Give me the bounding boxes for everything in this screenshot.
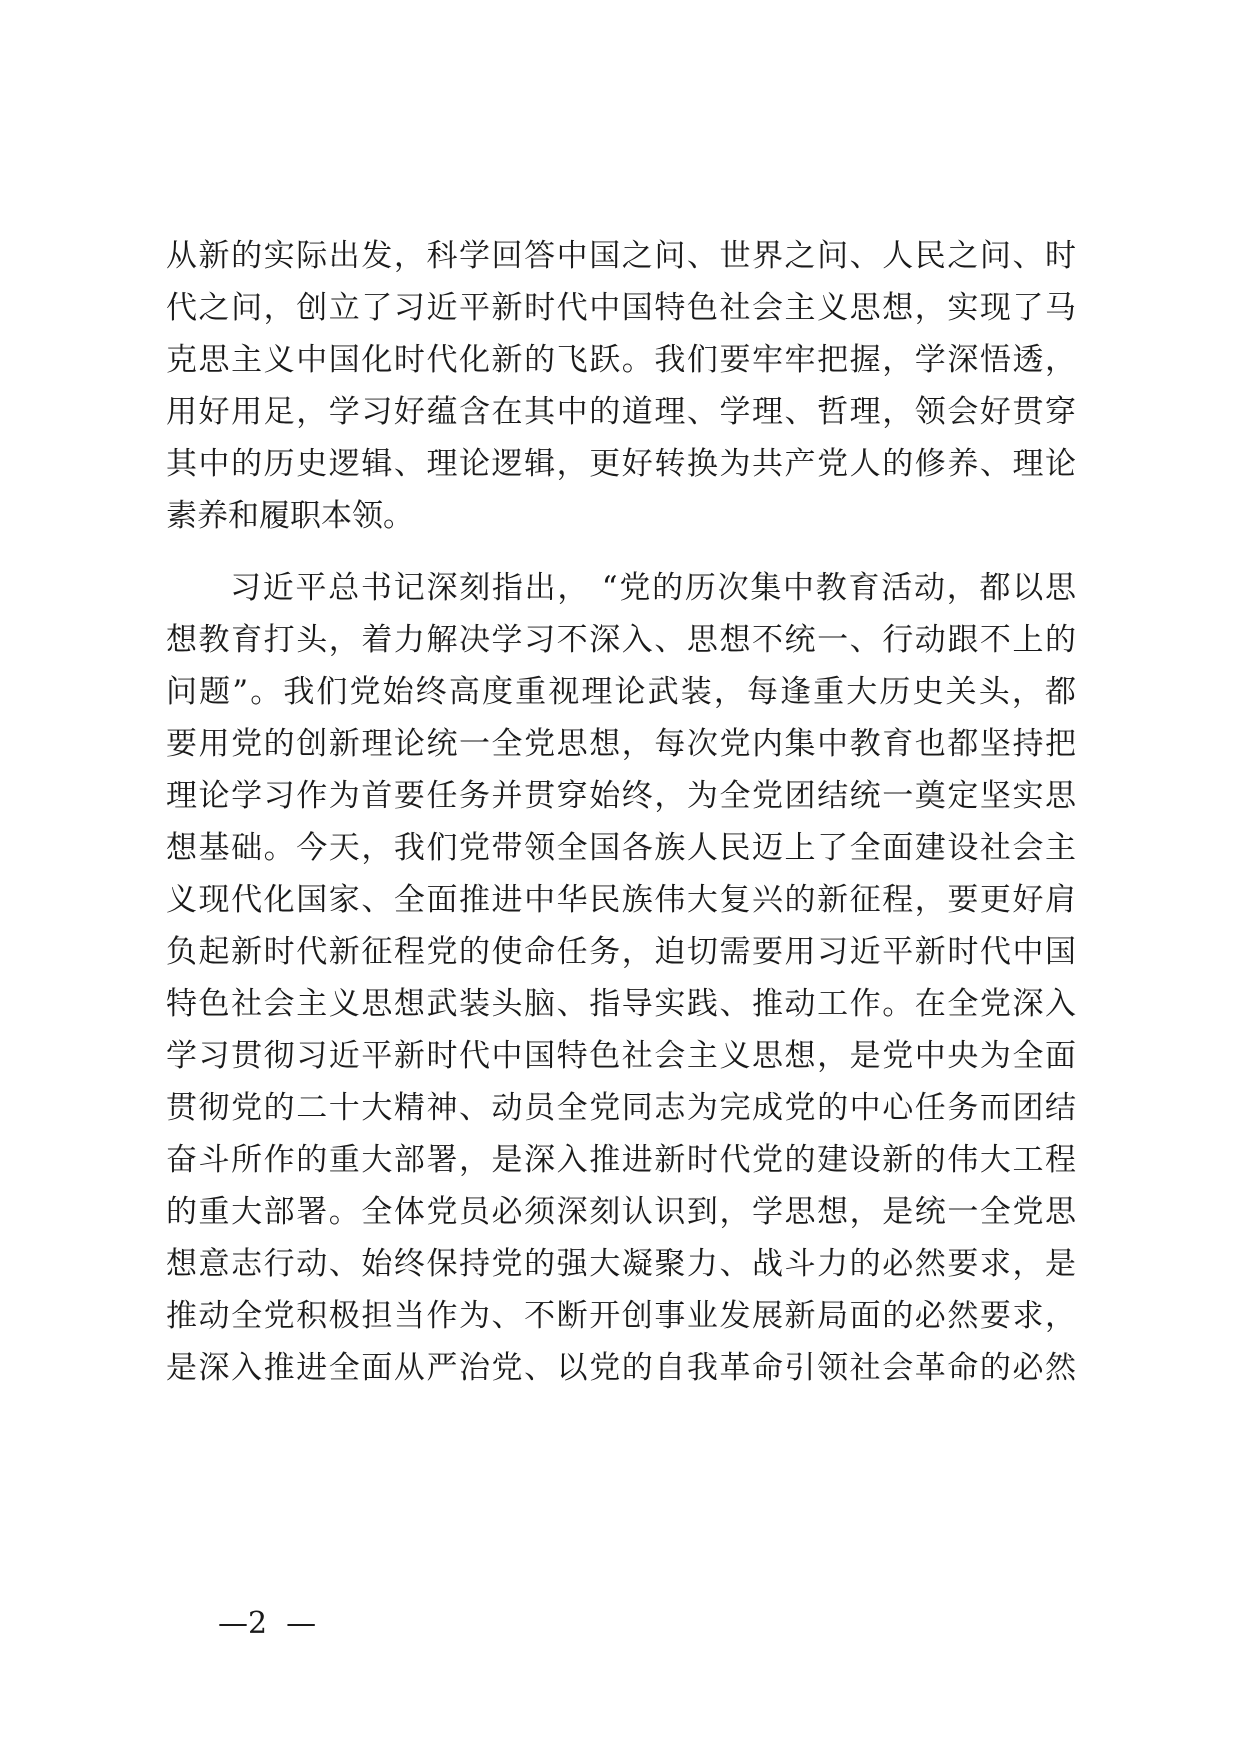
text-line: 代之问，创立了习近平新时代中国特色社会主义思想，实现了马 (166, 290, 1076, 326)
text-line: 奋斗所作的重大部署，是深入推进新时代党的建设新的伟大工程 (166, 1142, 1076, 1178)
text-line: 是深入推进全面从严治党、以党的自我革命引领社会革命的必然 (166, 1350, 1076, 1386)
text-line: 其中的历史逻辑、理论逻辑，更好转换为共产党人的修养、理论 (166, 446, 1076, 482)
text-line: 特色社会主义思想武装头脑、指导实践、推动工作。在全党深入 (166, 986, 1076, 1022)
text-line: 想基础。今天，我们党带领全国各族人民迈上了全面建设社会主 (166, 830, 1076, 866)
document-body (166, 230, 1076, 1394)
paragraph (166, 562, 1076, 1394)
text-line: 用好用足，学习好蕴含在其中的道理、学理、哲理，领会好贯穿 (166, 394, 1076, 430)
page-number: —2 — (218, 1606, 317, 1641)
text-line: 理论学习作为首要任务并贯穿始终，为全党团结统一奠定坚实思 (166, 778, 1076, 814)
text-line: 素养和履职本领。 (166, 498, 414, 534)
paragraph-spacer (166, 542, 1076, 562)
text-line: 问题”。我们党始终高度重视理论武装，每逢重大历史关头，都 (166, 674, 1076, 710)
text-line: 贯彻党的二十大精神、动员全党同志为完成党的中心任务而团结 (166, 1090, 1076, 1126)
text-line: 想教育打头，着力解决学习不深入、思想不统一、行动跟不上的 (166, 622, 1076, 658)
text-line: 推动全党积极担当作为、不断开创事业发展新局面的必然要求， (166, 1298, 1076, 1334)
paragraph (166, 230, 1076, 542)
text-line: 学习贯彻习近平新时代中国特色社会主义思想，是党中央为全面 (166, 1038, 1076, 1074)
text-line: 想意志行动、始终保持党的强大凝聚力、战斗力的必然要求，是 (166, 1246, 1076, 1282)
text-line: 义现代化国家、全面推进中华民族伟大复兴的新征程，要更好肩 (166, 882, 1076, 918)
text-line: 要用党的创新理论统一全党思想，每次党内集中教育也都坚持把 (166, 726, 1076, 762)
text-line: 的重大部署。全体党员必须深刻认识到，学思想，是统一全党思 (166, 1194, 1076, 1230)
text-line: 克思主义中国化时代化新的飞跃。我们要牢牢把握，学深悟透， (166, 342, 1076, 378)
text-line: 习近平总书记深刻指出， “党的历次集中教育活动，都以思 (230, 570, 1076, 606)
text-line: 负起新时代新征程党的使命任务，迫切需要用习近平新时代中国 (166, 934, 1076, 970)
text-line: 从新的实际出发，科学回答中国之问、世界之问、人民之问、时 (166, 238, 1076, 274)
